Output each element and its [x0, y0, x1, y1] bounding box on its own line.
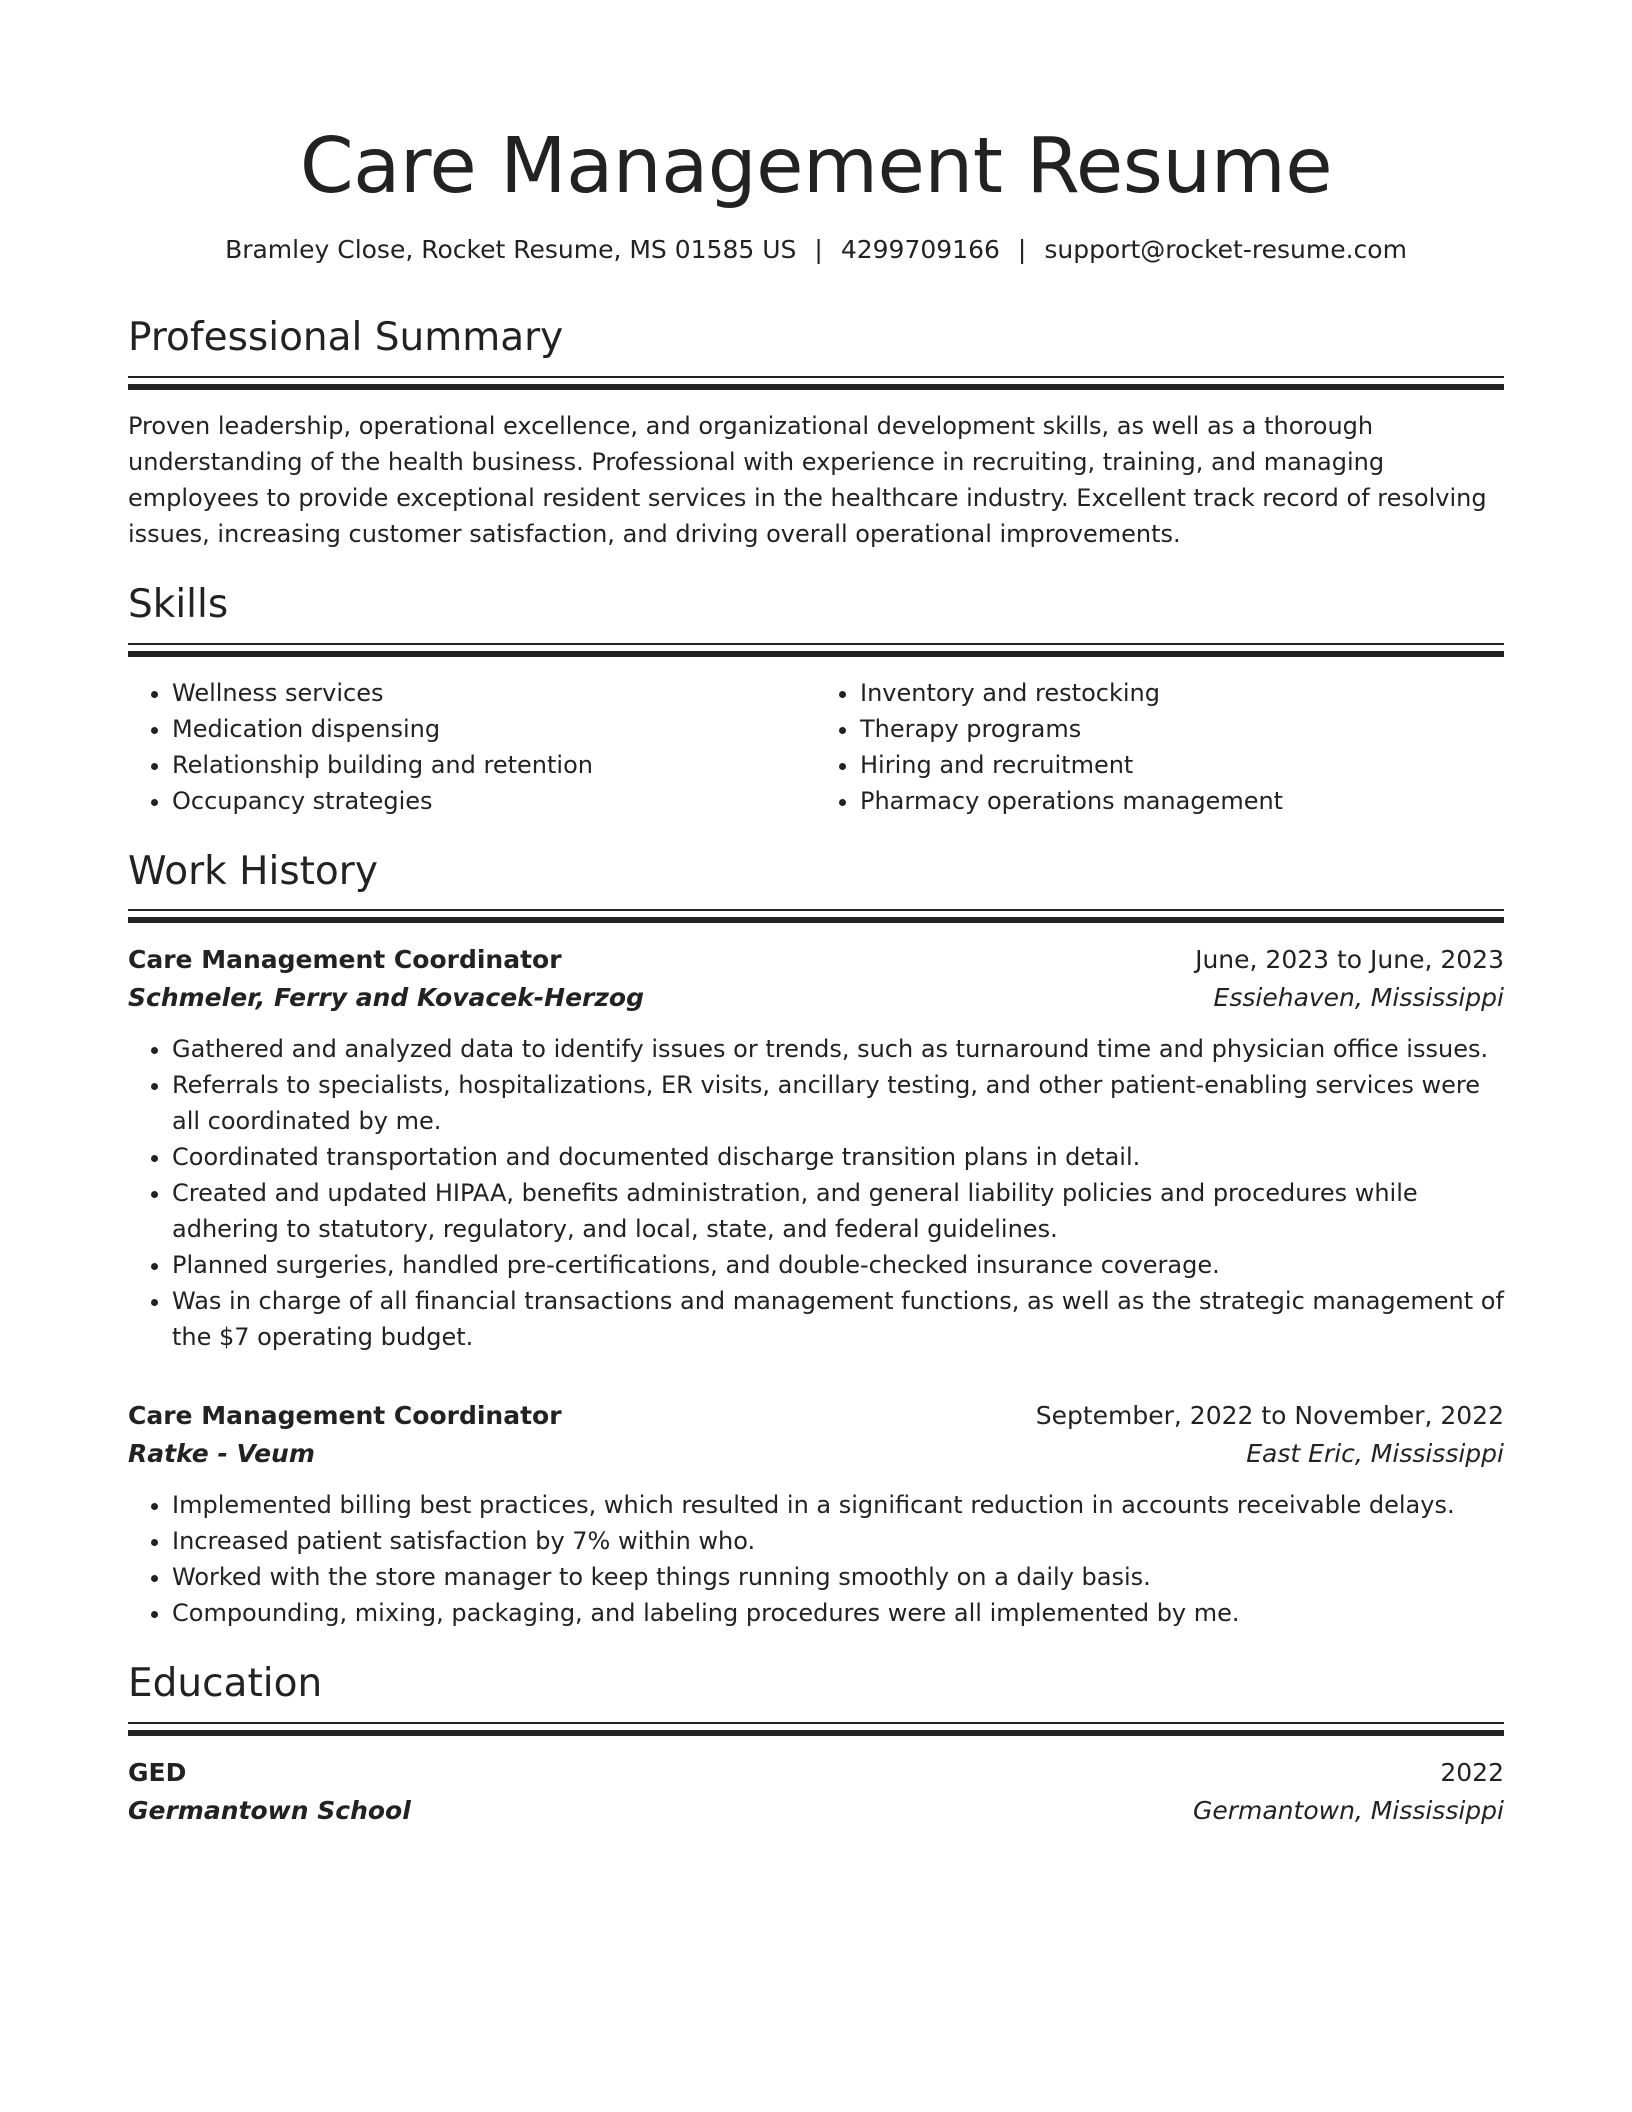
education-heading: Education — [128, 1661, 323, 1707]
job-header-row — [128, 941, 1504, 979]
skill-item: • Hiring and recruitment — [860, 747, 1504, 783]
section-divider — [128, 1722, 1504, 1736]
skills-heading: Skills — [128, 581, 229, 627]
section-divider — [128, 376, 1504, 390]
skill-item: • Wellness services — [172, 675, 816, 711]
section-divider — [128, 643, 1504, 657]
job-bullets — [128, 1487, 1504, 1631]
skill-item: • Relationship building and retention — [172, 747, 816, 783]
job-bullet: • Implemented billing best practices, which resulted in a significant reduction in accounts receivable delays. — [172, 1487, 1504, 1523]
contact-email: support@rocket-resume.com — [1044, 235, 1407, 264]
contact-address: Bramley Close, Rocket Resume, MS 01585 US — [225, 235, 797, 264]
education-location: Germantown, Mississippi — [1192, 1796, 1504, 1826]
contact-line — [128, 235, 1504, 265]
job-bullet: • Created and updated HIPAA, benefits administration, and general liability policies and procedures while adhering to statutory, regulatory, and local, state, and federal guidelines. — [172, 1175, 1504, 1247]
job-bullet: • Worked with the store manager to keep things running smoothly on a daily basis. — [172, 1559, 1504, 1595]
skill-item: • Inventory and restocking — [860, 675, 1504, 711]
contact-separator: | — [1017, 235, 1027, 264]
job-company: Schmeler, Ferry and Kovacek-Herzog — [128, 983, 644, 1013]
job-title: Care Management Coordinator — [128, 1401, 562, 1431]
work-section — [128, 849, 1504, 1632]
education-school-row — [128, 1792, 1504, 1830]
job-location: East Eric, Mississippi — [1246, 1439, 1504, 1469]
skill-item: • Occupancy strategies — [172, 783, 816, 819]
job-bullets — [128, 1031, 1504, 1355]
job-company: Ratke - Veum — [128, 1439, 315, 1469]
skill-item: • Pharmacy operations management — [860, 783, 1504, 819]
skills-columns — [128, 675, 1504, 819]
job-location: Essiehaven, Mississippi — [1213, 983, 1504, 1013]
job-entry — [128, 1397, 1504, 1631]
job-title: Care Management Coordinator — [128, 945, 562, 975]
summary-section — [128, 315, 1504, 552]
resume-title: Care Management Resume — [299, 122, 1333, 211]
education-school: Germantown School — [128, 1796, 411, 1826]
job-bullet: • Compounding, mixing, packaging, and labeling procedures were all implemented by me. — [172, 1595, 1504, 1631]
section-divider — [128, 909, 1504, 923]
education-degree: GED — [128, 1758, 187, 1788]
skill-item: • Medication dispensing — [172, 711, 816, 747]
job-bullet: • Coordinated transportation and documented discharge transition plans in detail. — [172, 1139, 1504, 1175]
job-dates: September, 2022 to November, 2022 — [1035, 1401, 1504, 1431]
contact-phone: 4299709166 — [840, 235, 1000, 264]
work-heading: Work History — [128, 848, 378, 894]
job-bullet: • Referrals to specialists, hospitalizations, ER visits, ancillary testing, and other patient-enabling services were all coordinated by me. — [172, 1067, 1504, 1139]
job-bullet: • Gathered and analyzed data to identify issues or trends, such as turnaround time and physician office issues. — [172, 1031, 1504, 1067]
job-bullet: • Increased patient satisfaction by 7% within who. — [172, 1523, 1504, 1559]
job-bullet: • Planned surgeries, handled pre-certifications, and double-checked insurance coverage. — [172, 1247, 1504, 1283]
job-dates: June, 2023 to June, 2023 — [1195, 945, 1504, 975]
contact-separator: | — [814, 235, 823, 264]
job-entry — [128, 941, 1504, 1355]
job-company-row — [128, 1435, 1504, 1473]
education-entry — [128, 1754, 1504, 1830]
skills-section — [128, 582, 1504, 819]
skills-list-left — [128, 675, 816, 819]
education-section — [128, 1661, 1504, 1830]
job-bullet: • Was in charge of all financial transactions and management functions, as well as the strategic management of the $7 operating budget. — [172, 1283, 1504, 1355]
skills-list-right — [816, 675, 1504, 819]
job-header-row — [128, 1397, 1504, 1435]
education-year: 2022 — [1440, 1758, 1504, 1788]
summary-heading: Professional Summary — [128, 315, 564, 360]
education-header-row — [128, 1754, 1504, 1792]
summary-text: Proven leadership, operational excellence, and organizational development skills, as well as a thorough understanding of the health business. Professional with experience in recruiting, training, and managing employees to provide exceptional resident services in the healthcare industry. Excellent track record of resolving issues, increasing customer satisfaction, and driving overall operational improvements. — [128, 411, 1487, 548]
skill-item: • Therapy programs — [860, 711, 1504, 747]
job-company-row — [128, 979, 1504, 1017]
